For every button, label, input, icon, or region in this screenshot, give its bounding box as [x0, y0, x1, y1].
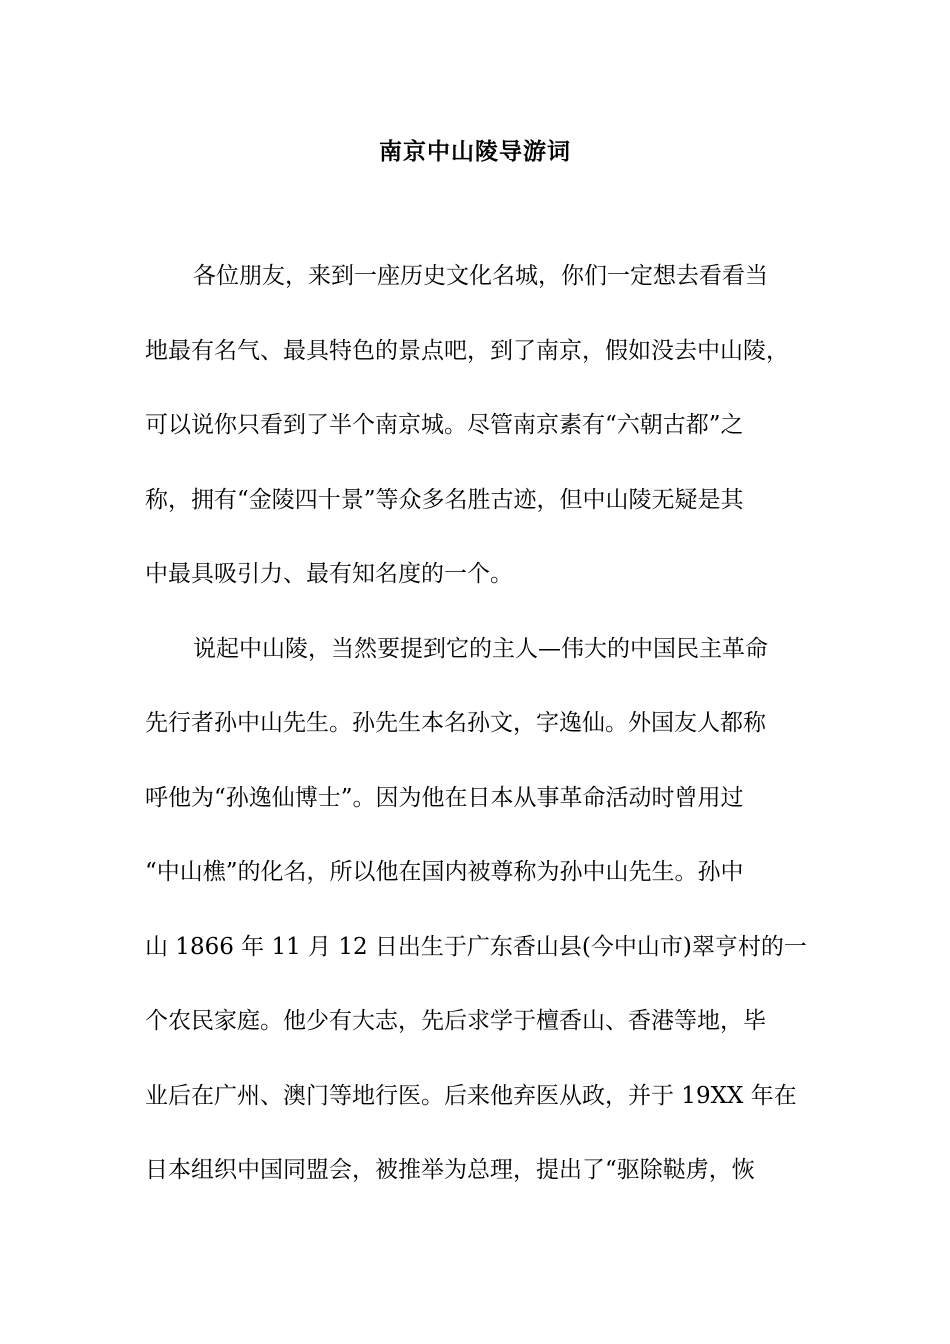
paragraph-2-line-6: 个农民家庭。他少有大志，先后求学于檀香山、香港等地，毕: [145, 1008, 766, 1034]
paragraph-1-line-3: 可以说你只看到了半个南京城。尽管南京素有“六朝古都”之: [145, 412, 744, 438]
document-title: 南京中山陵导游词: [379, 138, 571, 165]
paragraph-1-line-1: 各位朋友，来到一座历史文化名城，你们一定想去看看当: [193, 263, 768, 289]
paragraph-2-line-3: 呼他为“孙逸仙博士”。因为他在日本从事革命活动时曾用过: [145, 785, 744, 811]
paragraph-2-line-8: 日本组织中国同盟会，被推举为总理，提出了“驱除鞑虏，恢: [145, 1157, 755, 1183]
paragraph-1-line-4: 称，拥有“金陵四十景”等众多名胜古迹，但中山陵无疑是其: [145, 487, 744, 513]
paragraph-1-line-2: 地最有名气、最具特色的景点吧，到了南京，假如没去中山陵，: [145, 338, 789, 364]
paragraph-1-line-5: 中最具吸引力、最有知名度的一个。: [145, 561, 513, 587]
paragraph-2-line-7: 业后在广州、澳门等地行医。后来他弃医从政，并于 19XX 年在: [145, 1083, 797, 1109]
paragraph-2-line-2: 先行者孙中山先生。孙先生本名孙文，字逸仙。外国友人都称: [145, 710, 766, 736]
paragraph-2-line-1: 说起中山陵，当然要提到它的主人—伟大的中国民主革命: [193, 636, 768, 662]
paragraph-2-line-4: “中山樵”的化名，所以他在国内被尊称为孙中山先生。孙中: [145, 859, 744, 885]
paragraph-2-line-5: 山 1866 年 11 月 12 日出生于广东香山县(今中山市)翠亨村的一: [145, 934, 807, 960]
